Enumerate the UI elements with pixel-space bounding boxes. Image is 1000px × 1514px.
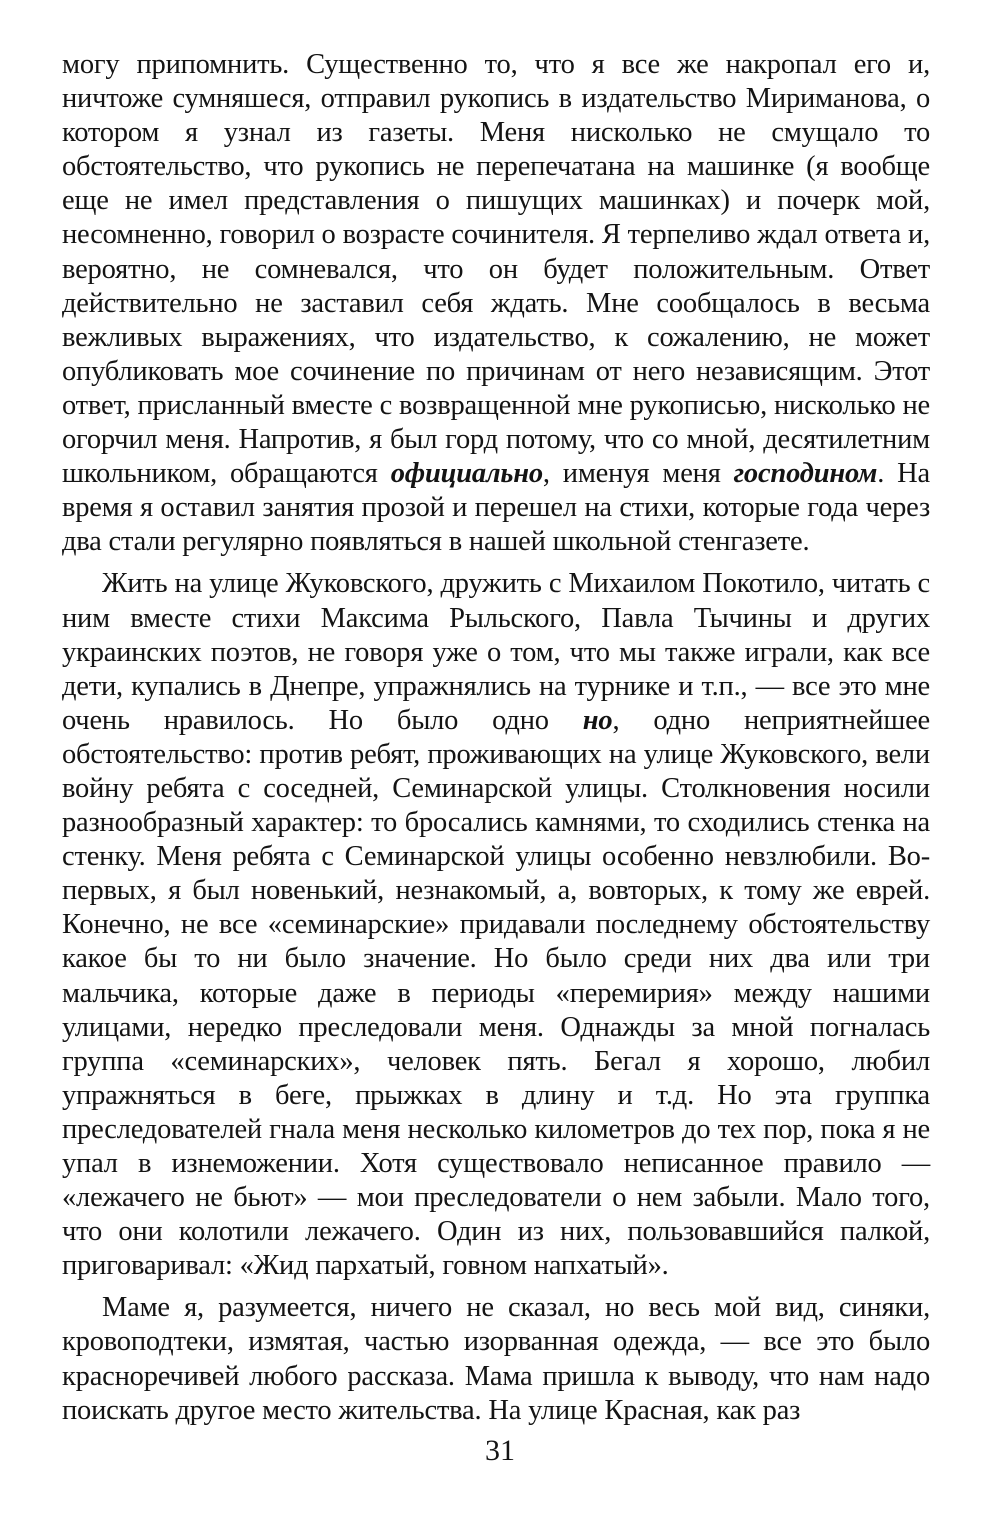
text-segment: могу припомнить. Существенно то, что я все же накропал его и, ничтоже сумняшеся, отправил рукопись в издательство Мириманова, о котором я узнал из газеты. Меня нисколько не смущало то обстоятельство, что рукопись не перепечатана на машинке (я вообще еще не имел представления о пишущих машинках) и почерк мой, несомненно, говорил о возрасте сочинителя. Я терпеливо ждал ответа и, вероятно, не сомневался, что он будет положительным. Ответ действительно не заставил себя ждать. Мне сообщалось в весьма вежливых выражениях, что издательство, к сожалению, не может опубликовать мое сочинение по причинам от него независящим. Этот ответ, присланный вместе с возвращенной мне рукописью, нисколько не огорчил меня. Напротив, я был горд потому, что со мной, десятилетним школьником, обращаются	[62, 49, 930, 490]
paragraph-1	[62, 48, 930, 559]
emphasis-officially: официально	[390, 458, 543, 490]
text-segment: Жить на улице Жуковского, дружить с Михаилом Покотило, читать с ним вместе стихи Максима Рыльского, Павла Тычины и других украинских поэтов, не говоря уже о том, что мы также играли, как все дети, купались в Днепре, упражнялись на турнике и т.п., — все это мне очень нравилось. Но было одно	[62, 568, 930, 736]
text-segment: . На время я оставил занятия прозой и перешел на стихи, которые года через два стали регулярно появляться в нашей школьной стенгазете.	[62, 458, 930, 558]
text-segment: , именуя меня	[542, 458, 734, 490]
body-text	[62, 48, 930, 1428]
emphasis-but: но	[582, 704, 613, 736]
text-segment: Маме я, разумеется, ничего не сказал, но весь мой вид, синяки, кровоподтеки, измятая, частью изорванная одежда, — все это было красноречивей любого рассказа. Мама пришла к выводу, что нам надо поискать другое место жительства. На улице Красная, как раз	[62, 1292, 930, 1426]
emphasis-mister: господином	[733, 458, 878, 490]
page-number: 31	[485, 1434, 515, 1467]
paragraph-3	[62, 1291, 930, 1427]
paragraph-2	[62, 567, 930, 1283]
text-segment: , одно неприятнейшее обстоятельство: против ребят, проживающих на улице Жуковского, вели войну ребята с соседней, Семинарской улицы. Столкновения носили разнообразный характер: то бросались камнями, то сходились стенка на стенку. Меня ребята с Семинарской улицы особенно невзлюбили. Во-первых, я был новенький, незнакомый, а, вовторых, к тому же еврей. Конечно, не все «семинарские» придавали последнему обстоятельству какое бы то ни было значение. Но было среди них два или три мальчика, которые даже в периоды «перемирия» между нашими улицами, нередко преследовали меня. Однажды за мной погналась группа «семинарских», человек пять. Бегал я хорошо, любил упражняться в беге, прыжках в длину и т.д. Но эта группка преследователей гнала меня несколько километров до тех пор, пока я не упал в изнеможении. Хотя существовало неписанное правило — «лежачего не бьют» — мои преследователи о нем забыли. Мало того, что они колотили лежачего. Один из них, пользовавшийся палкой, приговаривал: «Жид пархатый, говном напхатый».	[62, 704, 930, 1282]
